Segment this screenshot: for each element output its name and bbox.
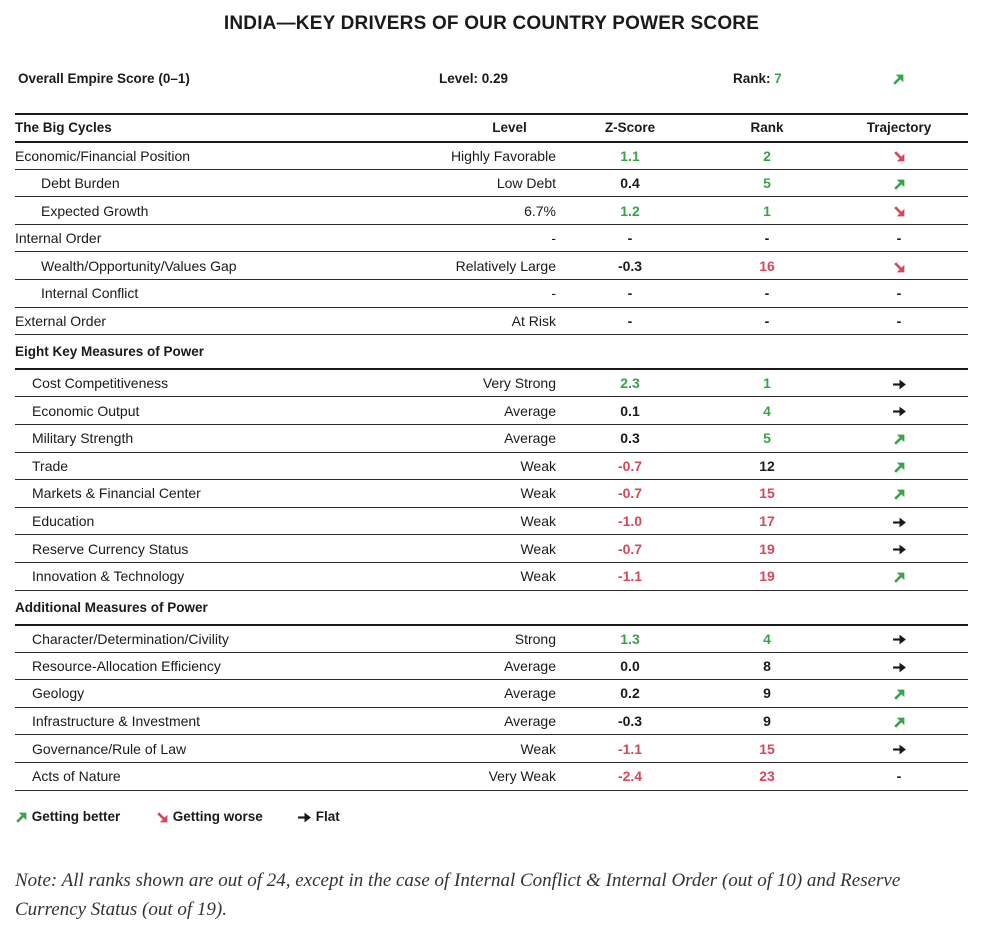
row-level: Highly Favorable: [353, 142, 556, 170]
table-header-row: [15, 114, 968, 142]
row-zscore: -: [556, 224, 704, 252]
table-row: [15, 142, 968, 170]
row-zscore: 0.0: [556, 652, 704, 680]
table-row: [15, 307, 968, 335]
row-rank: -: [704, 307, 830, 335]
row-name: Wealth/Opportunity/Values Gap: [15, 252, 353, 280]
row-rank: 17: [704, 507, 830, 535]
legend-better: [15, 809, 120, 824]
row-level: Weak: [353, 480, 556, 508]
power-score-table: [15, 113, 968, 791]
table-row: [15, 625, 968, 653]
row-zscore: -0.3: [556, 252, 704, 280]
row-trajectory: [830, 169, 968, 197]
row-name: Governance/Rule of Law: [15, 735, 353, 763]
section-title: Eight Key Measures of Power: [15, 335, 968, 370]
table-row: [15, 252, 968, 280]
row-rank: 19: [704, 562, 830, 590]
row-rank: 23: [704, 762, 830, 790]
table-row: [15, 562, 968, 590]
legend-flat: [297, 809, 340, 824]
row-name: Trade: [15, 452, 353, 480]
row-name: Internal Conflict: [15, 280, 353, 308]
row-trajectory: [830, 424, 968, 452]
legend-better-label: Getting better: [31, 809, 121, 824]
row-rank: 9: [704, 680, 830, 708]
overall-trajectory-icon: [892, 71, 905, 86]
legend-flat-label: Flat: [315, 809, 340, 824]
row-zscore: -2.4: [556, 762, 704, 790]
header-big-cycles: The Big Cycles: [15, 114, 353, 142]
table-row: [15, 424, 968, 452]
row-name: Military Strength: [15, 424, 353, 452]
row-rank: 5: [704, 424, 830, 452]
row-trajectory: [830, 535, 968, 563]
arrow-down-right-icon: [156, 809, 169, 824]
row-name: Debt Burden: [15, 169, 353, 197]
row-zscore: -1.1: [556, 735, 704, 763]
row-level: Average: [353, 707, 556, 735]
row-rank: 1: [704, 197, 830, 225]
table-row: [15, 452, 968, 480]
table-row: [15, 535, 968, 563]
row-zscore: -0.3: [556, 707, 704, 735]
row-rank: 4: [704, 625, 830, 653]
row-zscore: -0.7: [556, 480, 704, 508]
row-trajectory: [830, 652, 968, 680]
row-name: Education: [15, 507, 353, 535]
row-name: Economic/Financial Position: [15, 142, 353, 170]
row-trajectory: [830, 252, 968, 280]
overall-level: Level: 0.29: [439, 71, 509, 86]
row-name: Reserve Currency Status: [15, 535, 353, 563]
row-rank: 15: [704, 735, 830, 763]
row-zscore: 0.3: [556, 424, 704, 452]
row-rank: 12: [704, 452, 830, 480]
row-rank: 5: [704, 169, 830, 197]
arrow-right-icon: [297, 809, 312, 824]
row-level: Average: [353, 424, 556, 452]
table-row: [15, 197, 968, 225]
table-row: [15, 369, 968, 397]
row-level: Relatively Large: [353, 252, 556, 280]
row-zscore: -1.0: [556, 507, 704, 535]
row-level: Weak: [353, 507, 556, 535]
row-rank: 16: [704, 252, 830, 280]
row-level: 6.7%: [353, 197, 556, 225]
row-zscore: 1.1: [556, 142, 704, 170]
row-level: Weak: [353, 452, 556, 480]
row-name: Economic Output: [15, 397, 353, 425]
row-level: Weak: [353, 535, 556, 563]
row-zscore: -1.1: [556, 562, 704, 590]
row-rank: 9: [704, 707, 830, 735]
row-level: Very Strong: [353, 369, 556, 397]
table-row: [15, 224, 968, 252]
row-level: -: [353, 280, 556, 308]
row-name: Geology: [15, 680, 353, 708]
row-trajectory: [830, 142, 968, 170]
legend-worse-label: Getting worse: [172, 809, 263, 824]
row-name: Cost Competitiveness: [15, 369, 353, 397]
row-name: Character/Determination/Civility: [15, 625, 353, 653]
overall-rank-label: Rank:: [733, 71, 775, 86]
row-rank: 1: [704, 369, 830, 397]
table-row: [15, 280, 968, 308]
row-name: Innovation & Technology: [15, 562, 353, 590]
row-name: External Order: [15, 307, 353, 335]
section-title: Additional Measures of Power: [15, 590, 968, 625]
row-trajectory: [830, 625, 968, 653]
row-level: Low Debt: [353, 169, 556, 197]
row-name: Expected Growth: [15, 197, 353, 225]
table-row: [15, 507, 968, 535]
table-row: [15, 680, 968, 708]
overall-score-row: [18, 71, 968, 89]
row-zscore: 0.2: [556, 680, 704, 708]
row-trajectory: -: [830, 224, 968, 252]
page-title: INDIA—KEY DRIVERS OF OUR COUNTRY POWER SCORE: [223, 13, 760, 34]
row-trajectory: [830, 480, 968, 508]
row-trajectory: [830, 735, 968, 763]
table-row: [15, 652, 968, 680]
overall-rank-value: 7: [774, 71, 782, 86]
row-trajectory: [830, 562, 968, 590]
row-zscore: 1.2: [556, 197, 704, 225]
row-trajectory: -: [830, 762, 968, 790]
row-level: Strong: [353, 625, 556, 653]
row-name: Acts of Nature: [15, 762, 353, 790]
table-row: [15, 397, 968, 425]
legend-worse: [156, 809, 263, 824]
header-trajectory: Trajectory: [830, 114, 968, 142]
header-rank: Rank: [704, 114, 830, 142]
row-trajectory: -: [830, 307, 968, 335]
row-rank: 19: [704, 535, 830, 563]
row-zscore: 1.3: [556, 625, 704, 653]
header-level: Level: [353, 114, 556, 142]
row-level: Weak: [353, 562, 556, 590]
footnote: Note: All ranks shown are out of 24, except in the case of Internal Conflict & Internal Order (out of 10) and Reserve Currency Status (out of 19).: [15, 870, 901, 920]
row-name: Internal Order: [15, 224, 353, 252]
overall-score-label: Overall Empire Score (0–1): [18, 71, 190, 86]
section-header-row: [15, 590, 968, 625]
row-trajectory: [830, 197, 968, 225]
table-row: [15, 169, 968, 197]
arrow-up-right-icon: [15, 809, 28, 824]
row-zscore: 2.3: [556, 369, 704, 397]
row-trajectory: [830, 507, 968, 535]
row-name: Markets & Financial Center: [15, 480, 353, 508]
row-zscore: -0.7: [556, 452, 704, 480]
row-rank: 2: [704, 142, 830, 170]
table-row: [15, 735, 968, 763]
row-level: Average: [353, 652, 556, 680]
row-zscore: 0.4: [556, 169, 704, 197]
row-trajectory: [830, 397, 968, 425]
row-trajectory: [830, 452, 968, 480]
table-row: [15, 762, 968, 790]
row-trajectory: [830, 369, 968, 397]
section-header-row: [15, 335, 968, 370]
row-trajectory: -: [830, 280, 968, 308]
row-zscore: -: [556, 307, 704, 335]
row-name: Infrastructure & Investment: [15, 707, 353, 735]
overall-rank: [733, 71, 782, 86]
row-zscore: -: [556, 280, 704, 308]
row-level: Average: [353, 680, 556, 708]
table-row: [15, 480, 968, 508]
row-rank: -: [704, 280, 830, 308]
row-rank: 4: [704, 397, 830, 425]
row-level: Average: [353, 397, 556, 425]
row-level: Very Weak: [353, 762, 556, 790]
row-rank: -: [704, 224, 830, 252]
row-level: At Risk: [353, 307, 556, 335]
row-zscore: -0.7: [556, 535, 704, 563]
row-trajectory: [830, 680, 968, 708]
row-trajectory: [830, 707, 968, 735]
row-level: -: [353, 224, 556, 252]
table-row: [15, 707, 968, 735]
row-name: Resource-Allocation Efficiency: [15, 652, 353, 680]
row-level: Weak: [353, 735, 556, 763]
row-rank: 8: [704, 652, 830, 680]
header-zscore: Z-Score: [556, 114, 704, 142]
row-zscore: 0.1: [556, 397, 704, 425]
row-rank: 15: [704, 480, 830, 508]
